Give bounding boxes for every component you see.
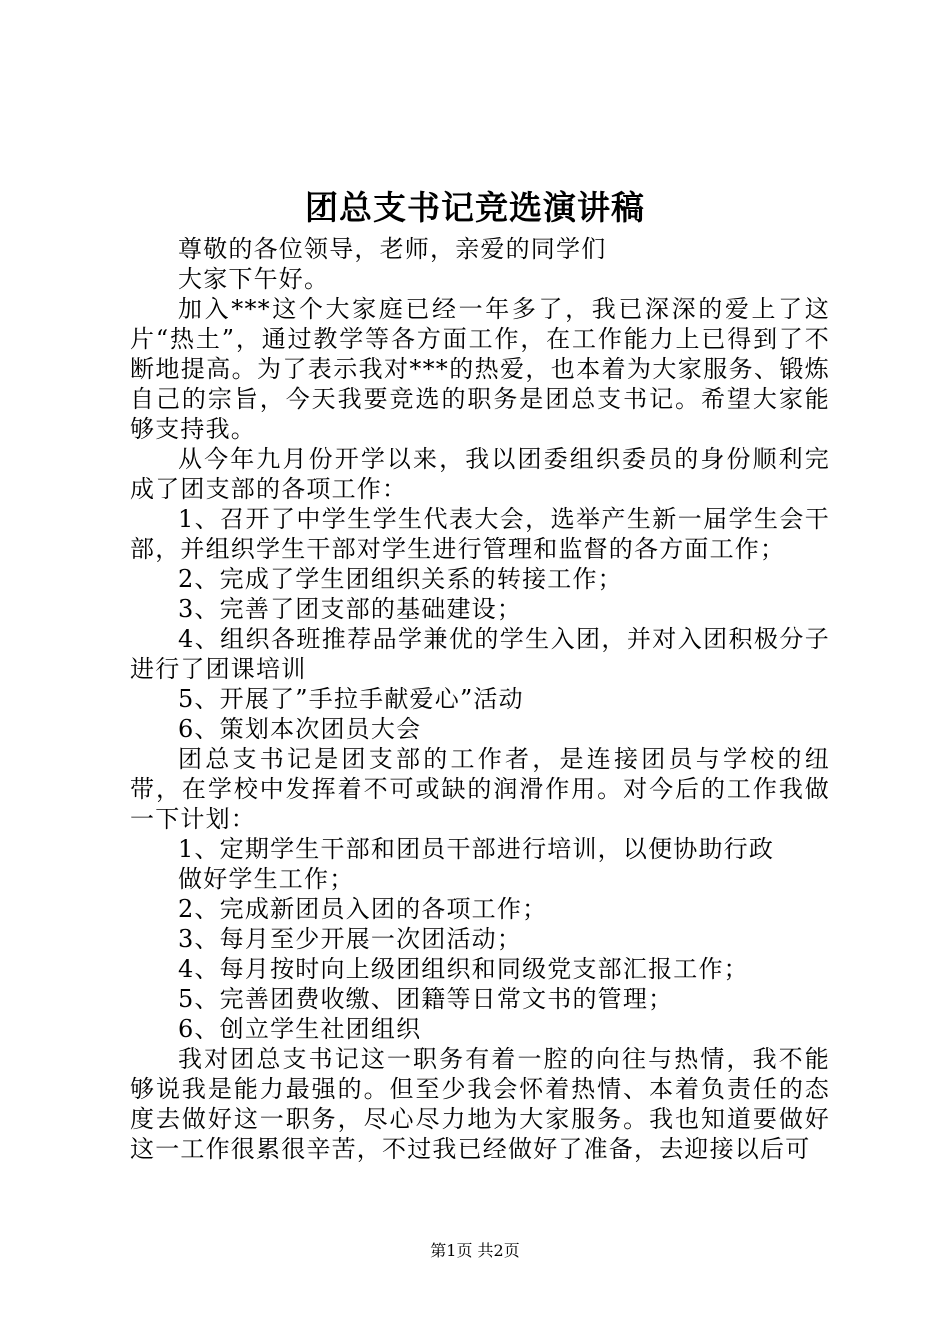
document-body [130, 234, 830, 1164]
plan-item-4: 4、每月按时向上级团组织和同级党支部汇报工作； [178, 955, 749, 983]
achievement-item-4: 4、组织各班推荐品学兼优的学生入团，并对入团积极分子进行了团课培训 [130, 625, 830, 683]
plan-item-6: 6、创立学生社团组织 [178, 1015, 422, 1043]
greeting: 大家下午好。 [178, 265, 330, 293]
salutation: 尊敬的各位领导，老师，亲爱的同学们 [178, 235, 607, 263]
paragraph-achievements: 从今年九月份开学以来，我以团委组织委员的身份顺利完成了团支部的各项工作： [130, 445, 830, 503]
plan-item-3: 3、每月至少开展一次团活动； [178, 925, 523, 953]
plan-item-2: 2、完成新团员入团的各项工作； [178, 895, 548, 923]
paragraph-intro: 加入***这个大家庭已经一年多了，我已深深的爱上了这片“热土”，通过教学等各方面工作，在工作能力上已得到了不断地提高。为了表示我对***的热爱，也本着为大家服务、锻炼自己的宗旨，今天我要竞选的职务是团总支书记。希望大家能够支持我。 [130, 295, 830, 443]
plan-item-1: 1、定期学生干部和团员干部进行培训，以便协助行政 [178, 835, 775, 863]
page-footer: 第1页 共2页 [430, 1241, 520, 1260]
document-title: 团总支书记竞选演讲稿 [305, 188, 645, 227]
paragraph-closing: 我对团总支书记这一职务有着一腔的向往与热情，我不能够说我是能力最强的。但至少我会怀着热情、本着负责任的态度去做好这一职务，尽心尽力地为大家服务。我也知道要做好这一工作很累很辛苦，不过我已经做好了准备，去迎接以后可 [130, 1045, 830, 1163]
paragraph-role: 团总支书记是团支部的工作者，是连接团员与学校的纽带，在学校中发挥着不可或缺的润滑作用。对今后的工作我做一下计划： [130, 745, 830, 833]
plan-item-1-continued: 做好学生工作； [178, 865, 355, 893]
achievement-item-5: 5、开展了”手拉手献爱心”活动 [178, 685, 524, 713]
achievement-item-3: 3、完善了团支部的基础建设； [178, 595, 523, 623]
achievement-item-6: 6、策划本次团员大会 [178, 715, 422, 743]
plan-item-5: 5、完善团费收缴、团籍等日常文书的管理； [178, 985, 674, 1013]
achievement-item-2: 2、完成了学生团组织关系的转接工作； [178, 565, 623, 593]
achievement-item-1: 1、召开了中学生学生代表大会，选举产生新一届学生会干部，并组织学生干部对学生进行管理和监督的各方面工作； [130, 505, 830, 563]
